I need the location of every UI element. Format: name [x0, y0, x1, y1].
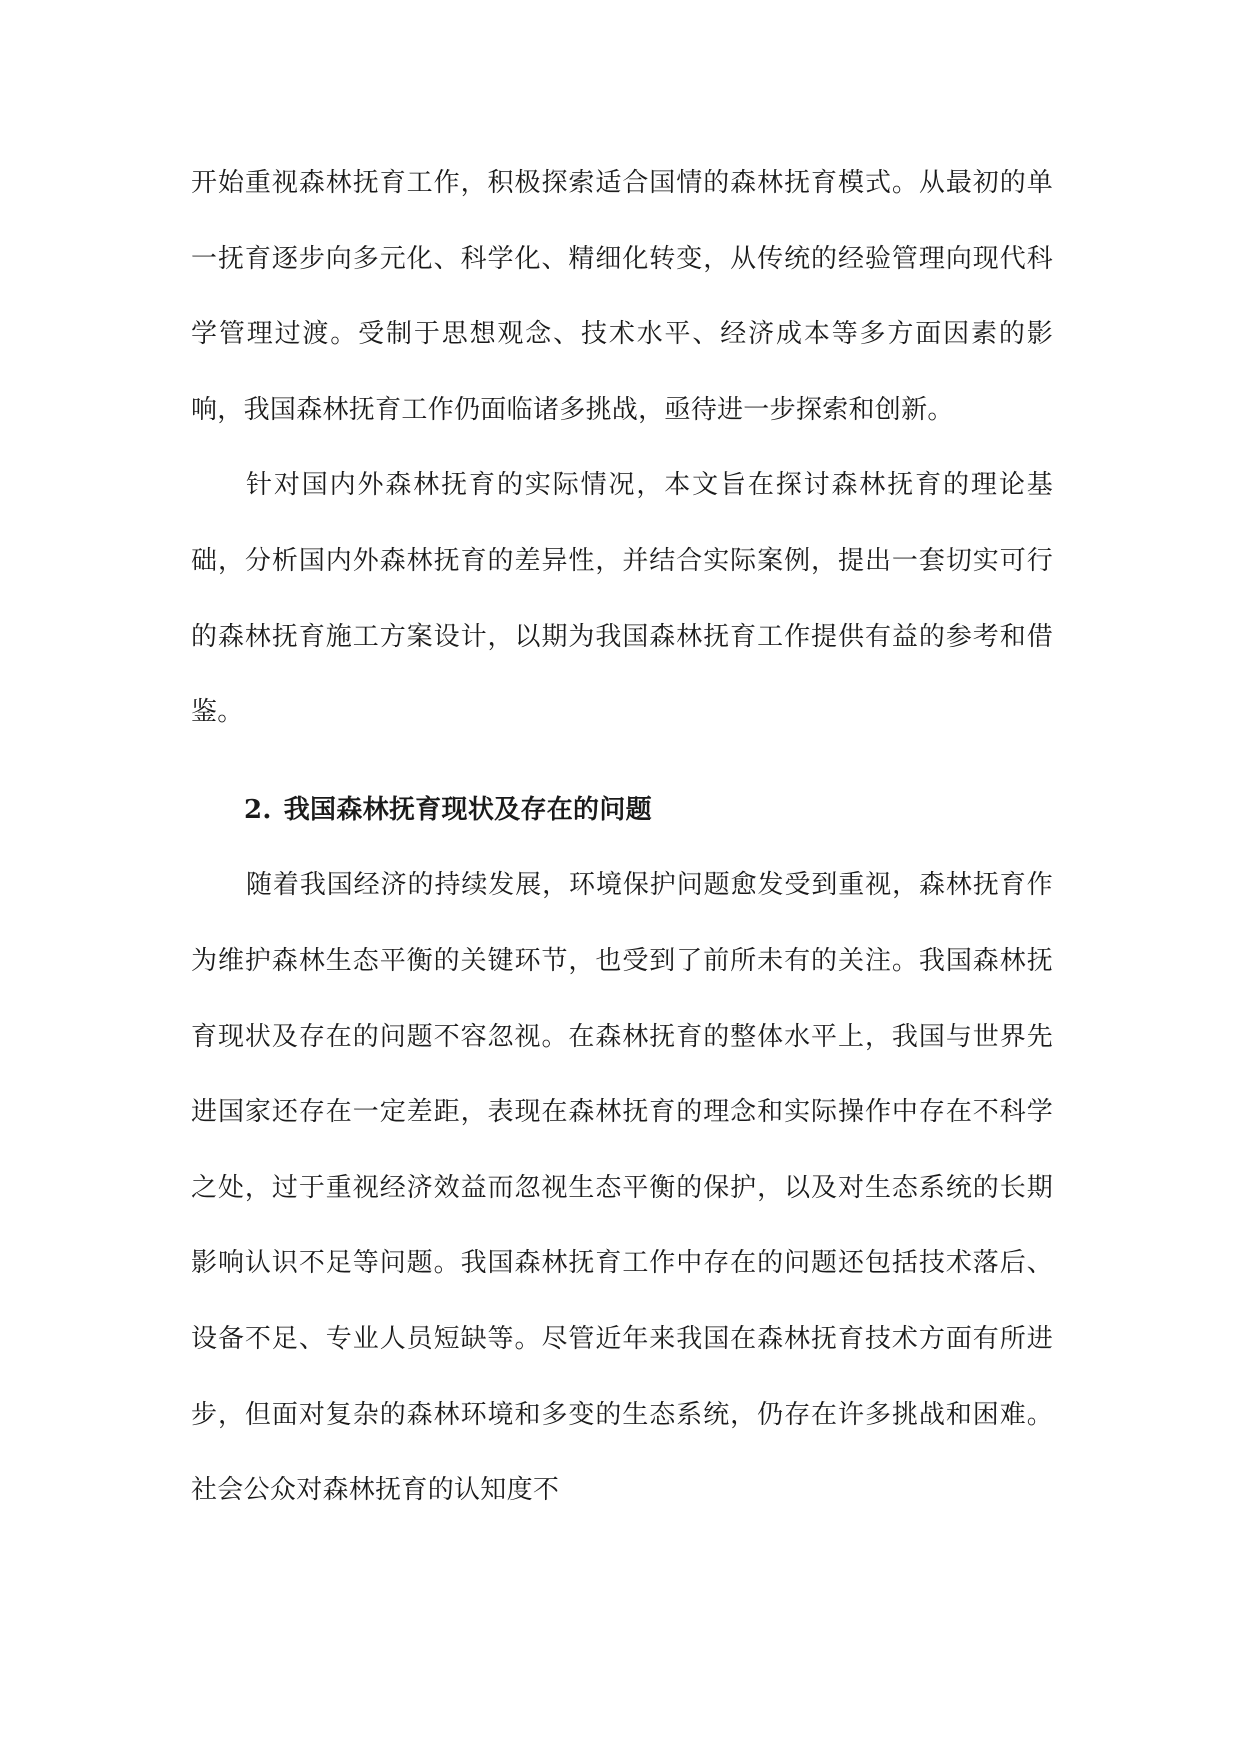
paragraph-purpose: 针对国内外森林抚育的实际情况，本文旨在探讨森林抚育的理论基础，分析国内外森林抚育的差异性，并结合实际案例，提出一套切实可行的森林抚育施工方案设计，以期为我国森林抚育工作提供有益的参考和借鉴。 — [191, 470, 1053, 728]
section-title: 我国森林抚育现状及存在的问题 — [283, 794, 652, 825]
paragraph-status: 随着我国经济的持续发展，环境保护问题愈发受到重视，森林抚育作为维护森林生态平衡的关键环节，也受到了前所未有的关注。我国森林抚育现状及存在的问题不容忽视。在森林抚育的整体水平上，我国与世界先进国家还存在一定差距，表现在森林抚育的理念和实际操作中存在不科学之处，过于重视经济效益而忽视生态平衡的保护，以及对生态系统的长期影响认识不足等问题。我国森林抚育工作中存在的问题还包括技术落后、设备不足、专业人员短缺等。尽管近年来我国在森林抚育技术方面有所进步，但面对复杂的森林环境和多变的生态系统，仍存在许多挑战和困难。社会公众对森林抚育的认知度不 — [191, 870, 1053, 1506]
paragraph-continued: 开始重视森林抚育工作，积极探索适合国情的森林抚育模式。从最初的单一抚育逐步向多元化、科学化、精细化转变，从传统的经验管理向现代科学管理过渡。受制于思想观念、技术水平、经济成本等多方面因素的影响，我国森林抚育工作仍面临诸多挑战，亟待进一步探索和创新。 — [191, 168, 1053, 425]
section-number: 2. — [244, 794, 272, 825]
section-heading — [191, 773, 1053, 849]
page-content — [191, 146, 1053, 1529]
